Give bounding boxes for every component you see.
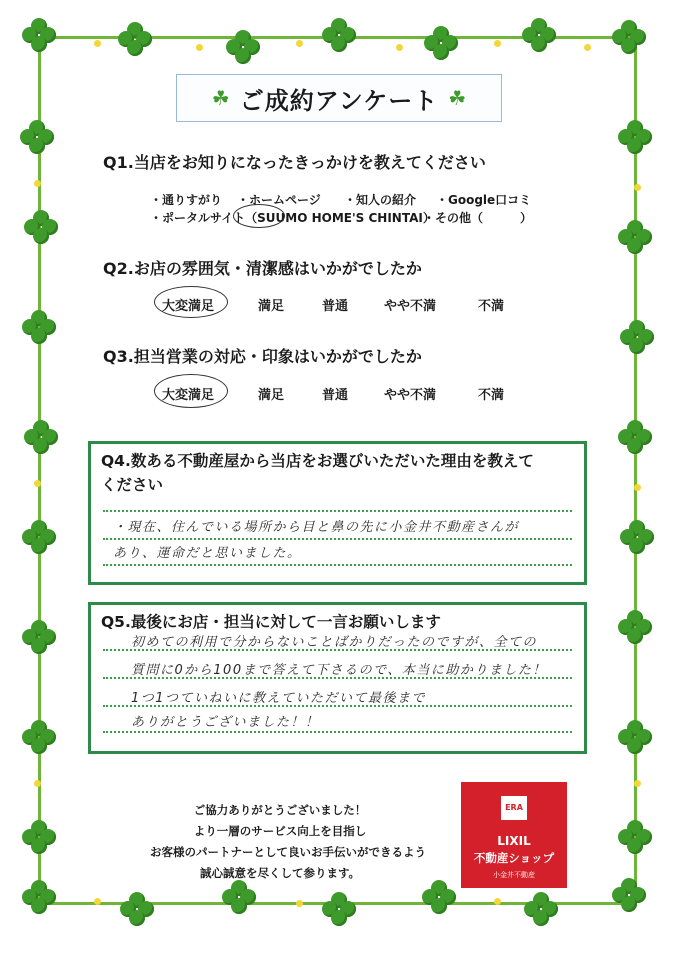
yellow-dot xyxy=(634,484,641,491)
clover-icon xyxy=(618,720,652,754)
clover-icon xyxy=(20,120,54,154)
q4-answer-line2: あり、運命だと思いました。 xyxy=(113,546,302,561)
q3-rating-somewhat-unsatisfied: やや不満 xyxy=(384,388,437,403)
clover-icon xyxy=(620,320,654,354)
clover-icon xyxy=(422,880,456,914)
vine-border-left xyxy=(38,36,41,904)
clover-icon xyxy=(612,878,646,912)
clover-icon xyxy=(424,26,458,60)
answer-line xyxy=(103,564,572,566)
yellow-dot xyxy=(296,40,303,47)
clover-icon xyxy=(24,420,58,454)
clover-icon: ☘ xyxy=(211,86,230,110)
clover-icon: ☘ xyxy=(448,86,467,110)
answer-line xyxy=(103,510,572,512)
title-box xyxy=(176,74,502,122)
q3-rating-neutral: 普通 xyxy=(322,388,349,403)
clover-icon xyxy=(322,892,356,926)
era-logo-icon: ERA xyxy=(501,796,527,820)
yellow-dot xyxy=(34,180,41,187)
q5-box xyxy=(88,602,587,754)
q2-question: Q2.お店の雰囲気・清潔感はいかがでしたか xyxy=(103,259,422,278)
q3-rating-very-satisfied: 大変満足 xyxy=(162,388,215,403)
yellow-dot xyxy=(494,40,501,47)
clover-icon xyxy=(618,220,652,254)
clover-icon xyxy=(118,22,152,56)
yellow-dot xyxy=(584,44,591,51)
q5-answer-line1: 初めての利用で分からないことばかりだったのですが、全ての xyxy=(131,635,538,650)
thanks-line3: お客様のパートナーとして良いお手伝いができるよう xyxy=(150,845,426,859)
clover-icon xyxy=(222,880,256,914)
q5-question: Q5.最後にお店・担当に対して一言お願いします xyxy=(101,613,441,631)
clover-icon xyxy=(618,820,652,854)
q5-answer-line4: ありがとうございました！！ xyxy=(131,715,320,730)
yellow-dot xyxy=(94,898,101,905)
clover-icon xyxy=(620,520,654,554)
q3-rating-unsatisfied: 不満 xyxy=(478,388,505,403)
clover-icon xyxy=(24,210,58,244)
vine-border-right xyxy=(634,36,637,904)
q1-option-other-close: ） xyxy=(520,211,533,225)
clover-icon xyxy=(22,880,56,914)
answer-line xyxy=(103,731,572,733)
clover-icon xyxy=(322,18,356,52)
thanks-line1: ご協力ありがとうございました！ xyxy=(193,803,367,817)
clover-icon xyxy=(524,892,558,926)
clover-icon xyxy=(618,120,652,154)
q2-rating-neutral: 普通 xyxy=(322,299,349,314)
q4-box xyxy=(88,441,587,585)
clover-icon xyxy=(22,310,56,344)
q1-option-referral: ・知人の紹介 xyxy=(344,193,417,207)
q4-answer-line1: ・現在、住んでいる場所から目と鼻の先に小金井不動産さんが xyxy=(113,520,520,535)
q5-answer-line3: 1つ1つていねいに教えていただいて最後まで xyxy=(131,691,427,706)
yellow-dot xyxy=(196,44,203,51)
clover-icon xyxy=(22,720,56,754)
q1-option-walkby: ・通りすがり xyxy=(150,193,223,207)
clover-icon xyxy=(618,610,652,644)
yellow-dot xyxy=(34,780,41,787)
clover-icon xyxy=(22,820,56,854)
q4-question-line1: Q4.数ある不動産屋から当店をお選びいただいた理由を教えて xyxy=(101,452,534,470)
logo-branch: 小金井不動産 xyxy=(493,871,535,879)
q1-option-other: ・その他（ xyxy=(423,211,484,225)
q2-rating-unsatisfied: 不満 xyxy=(478,299,505,314)
answer-circle xyxy=(154,374,228,408)
yellow-dot xyxy=(296,900,303,907)
thank-you-message xyxy=(150,800,426,884)
clover-icon xyxy=(612,20,646,54)
clover-icon xyxy=(226,30,260,64)
q2-rating-satisfied: 満足 xyxy=(258,299,285,314)
q4-question-line2: ください xyxy=(101,476,164,494)
q2-rating-somewhat-unsatisfied: やや不満 xyxy=(384,299,437,314)
q2-rating-very-satisfied: 大変満足 xyxy=(162,299,215,314)
q3-rating-satisfied: 満足 xyxy=(258,388,285,403)
clover-icon xyxy=(618,420,652,454)
clover-icon xyxy=(22,18,56,52)
logo-brand: LIXIL xyxy=(497,834,531,848)
q1-option-portal: ・ポータルサイト（SUUMO HOME'S CHINTAI） xyxy=(150,211,435,225)
q1-option-google: ・Google口コミ xyxy=(436,193,532,207)
q1-option-homepage: ・ホームページ xyxy=(237,193,321,207)
logo-shop-name: 不動産ショップ xyxy=(473,851,555,865)
company-logo xyxy=(461,782,567,888)
answer-circle xyxy=(154,286,228,318)
thanks-line2: より一層のサービス向上を目指し xyxy=(193,824,367,838)
yellow-dot xyxy=(34,480,41,487)
q5-answer-line2: 質問に0から100まで答えて下さるので、本当に助かりました！ xyxy=(131,663,547,678)
thanks-line4: 誠心誠意を尽くして参ります。 xyxy=(199,866,361,880)
yellow-dot xyxy=(396,44,403,51)
clover-icon xyxy=(120,892,154,926)
q3-question: Q3.担当営業の対応・印象はいかがでしたか xyxy=(103,347,422,366)
answer-circle xyxy=(233,204,285,228)
clover-icon xyxy=(522,18,556,52)
page-title: ご成約アンケート xyxy=(239,86,439,115)
yellow-dot xyxy=(94,40,101,47)
clover-icon xyxy=(22,620,56,654)
yellow-dot xyxy=(494,898,501,905)
answer-line xyxy=(103,538,572,540)
q1-question: Q1.当店をお知りになったきっかけを教えてください xyxy=(103,153,486,172)
yellow-dot xyxy=(634,780,641,787)
clover-icon xyxy=(22,520,56,554)
yellow-dot xyxy=(634,184,641,191)
